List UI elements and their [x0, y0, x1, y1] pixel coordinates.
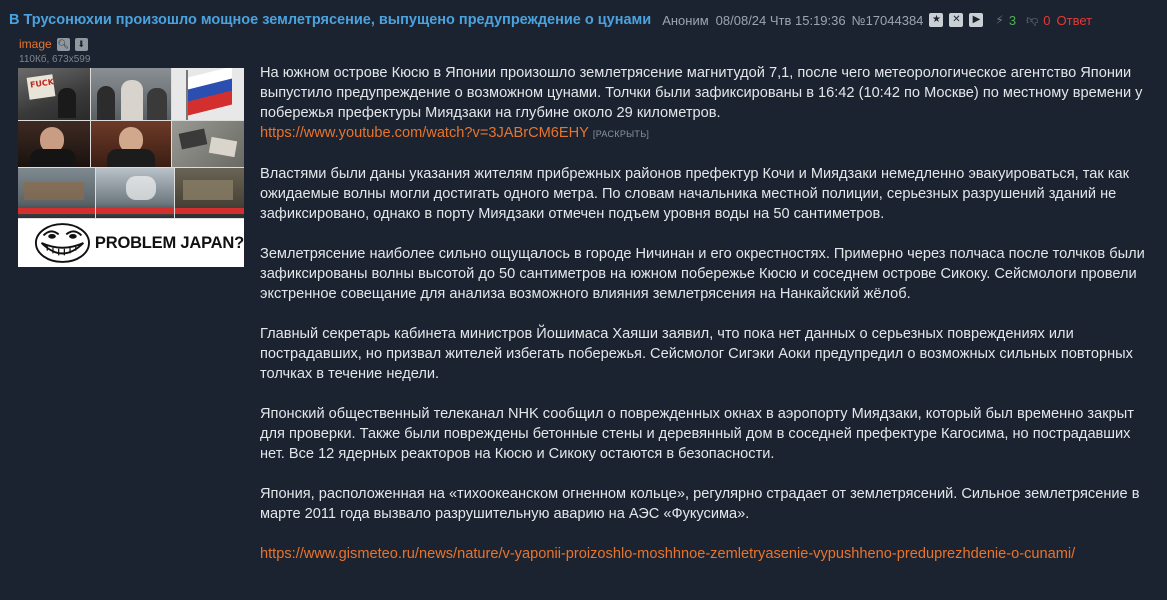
dislike-icon[interactable]: 👎︎ — [1026, 12, 1039, 27]
image-search-icon[interactable]: 🔍︎ — [57, 38, 69, 49]
collage-news-broadcast-1 — [18, 168, 95, 218]
post-paragraph-6: Япония, расположенная на «тихоокеанском огненном кольце», регулярно страдает от землетрясений. Сильное землетрясение в марте 2011 года вызвало разрушительную аварию на АЭС «Фукусима». — [260, 486, 1140, 522]
post-paragraph-1 — [260, 63, 1150, 144]
post-paragraph-4: Главный секретарь кабинета министров Йошимаса Хаяши заявил, что пока нет данных о серьезных повреждениях или пострадавших, но призвал жителей избегать побережья. Сейсмолог Сигэки Аоки предупредил о возможных сильных повторных толчках в течение недели. — [260, 326, 1133, 382]
dislike-count: 0 — [1043, 12, 1051, 28]
download-icon[interactable]: ⬇ — [75, 38, 88, 51]
collage-phone-call-photo-1 — [18, 121, 90, 167]
reply-link[interactable]: Ответ — [1056, 12, 1093, 28]
file-name-link[interactable]: image — [19, 37, 52, 51]
trollface-icon — [34, 221, 91, 265]
post-body — [260, 63, 1150, 584]
post-paragraph-3: Землетрясение наиболее сильно ощущалось в городе Ничинан и его окрестностях. Примерно через полчаса после толчков были зафиксированы волны высотой до 50 сантиметров на южном побережье Кюсю и соседнем острове Сикоку. Сейсмологи провели экстренное совещание для анализа возможного влияния землетрясения на Нанкайский жёлоб. — [260, 246, 1145, 302]
like-icon[interactable]: ⚡ — [995, 13, 1004, 27]
collage-phones-photo — [172, 121, 244, 167]
post-paragraph-7 — [260, 544, 1150, 564]
trollface-caption: PROBLEM JAPAN? — [94, 233, 244, 252]
post-number[interactable]: №17044384 — [851, 12, 924, 28]
youtube-link[interactable]: https://www.youtube.com/watch?v=3JABrCM6EHY — [260, 125, 589, 141]
poster-name: Аноним — [662, 12, 709, 28]
post-subject: В Трусонюхии произошло мощное землетрясение, выпущено предупреждение о цунами — [9, 12, 652, 28]
expand-embed-button[interactable]: [РАСКРЫТЬ] — [592, 129, 650, 139]
post-date: 08/08/24 Чтв 15:19:36 — [715, 12, 846, 28]
collage-protest-photo — [18, 68, 90, 120]
hide-post-icon[interactable]: ✕ — [949, 13, 963, 27]
post-paragraph-1-text: На южном острове Кюсю в Японии произошло землетрясение магнитудой 7,1, после чего метеорологическое агентство Японии выпустило предупреждение о возможном цунами. Толчки были зафиксированы в 16:42 (10:42 по Москве) по местному времени у побережья префектуры Миядзаки на глубине около 29 километров. — [260, 65, 1143, 121]
collage-crowd-photo — [91, 68, 171, 120]
file-info — [19, 37, 88, 51]
collage-trollface-banner — [18, 219, 244, 267]
source-link[interactable]: https://www.gismeteo.ru/news/nature/v-yaponii-proizoshlo-moshhnoe-zemletryasenie-vypushheno-preduprezhdenie-o-cunami/ — [260, 546, 1076, 562]
attached-image-thumbnail[interactable] — [18, 68, 244, 267]
protest-sign-text: FUCK — [29, 77, 55, 90]
collage-news-broadcast-2 — [96, 168, 174, 218]
like-count: 3 — [1008, 12, 1017, 28]
post-menu-icon[interactable]: ▶ — [969, 13, 983, 27]
post-paragraph-2: Властями были даны указания жителям прибрежных районов префектур Кочи и Миядзаки немедленно эвакуироваться, так как ожидаемые волны могли достигать одного метра. По словам начальника местной полиции, серьезных разрушений зданий не зафиксировано, однако в порту Миядзаки отмечен подъем уровня воды на 50 сантиметров. — [260, 166, 1130, 222]
collage-news-broadcast-3 — [175, 168, 244, 218]
collage-flag-photo — [172, 68, 244, 120]
favorite-star-icon[interactable]: ★ — [929, 13, 943, 27]
file-meta: 110Кб, 673x599 — [19, 54, 91, 65]
collage-phone-call-photo-2 — [91, 121, 171, 167]
post-header — [9, 12, 1092, 28]
post-paragraph-5: Японский общественный телеканал NHK сообщил о поврежденных окнах в аэропорту Миядзаки, который был временно закрыт для проверки. Также были повреждены бетонные стены и деревянный дом в соседней префектуре Кагосима, но пострадавших нет. Все 12 ядерных реакторов на Кюсю и Сикоку остаются в безопасности. — [260, 406, 1134, 462]
